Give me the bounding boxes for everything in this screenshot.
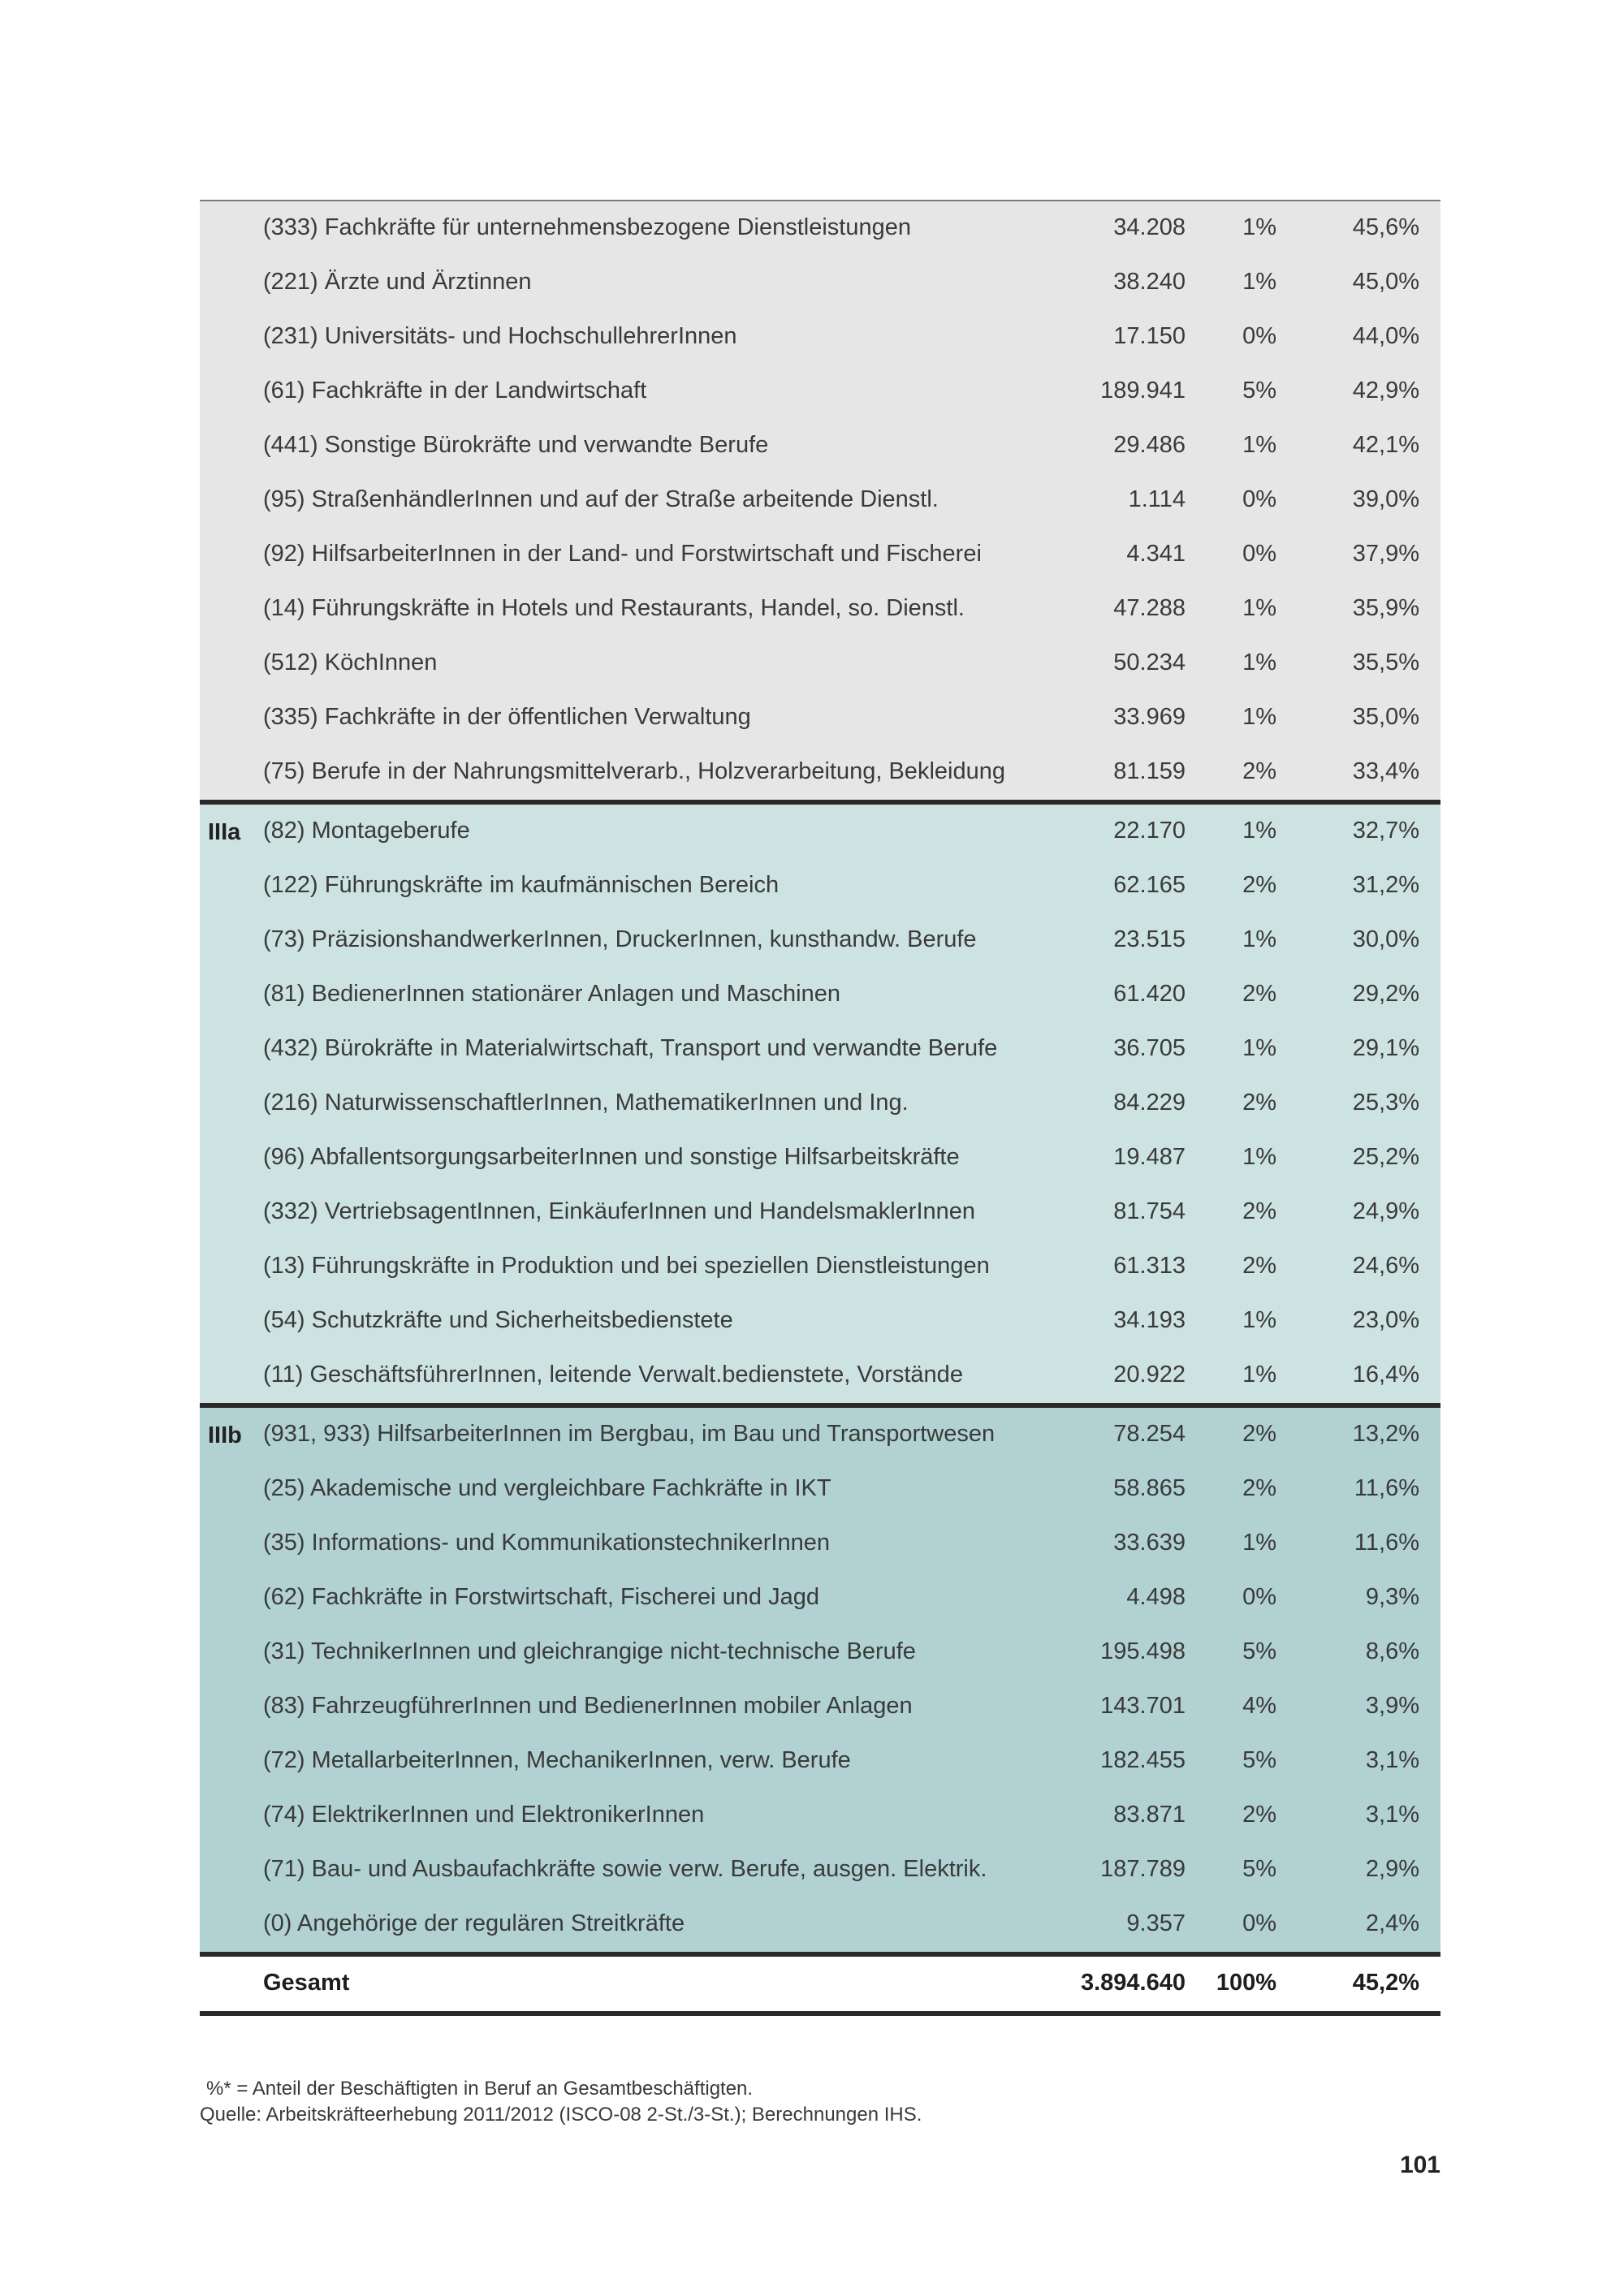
group-cell (200, 1022, 263, 1077)
employment-percent: 0% (1242, 323, 1276, 349)
employment-percent: 2% (1242, 1802, 1276, 1828)
table-row (200, 1897, 1440, 1957)
occupation-name: (96) AbfallentsorgungsarbeiterInnen und sonstige Hilfsarbeitskräfte (263, 1144, 960, 1170)
employment-percent: 5% (1242, 1747, 1276, 1773)
employment-percent: 1% (1242, 1362, 1276, 1388)
group-cell (200, 1349, 263, 1403)
table-row (200, 1680, 1440, 1734)
row-data (263, 1517, 1440, 1573)
share-value: 13,2% (1352, 1421, 1419, 1447)
employed-count: 33.639 (1113, 1530, 1186, 1556)
share-value: 29,1% (1352, 1035, 1419, 1061)
group-cell (200, 1294, 263, 1349)
employed-count: 22.170 (1113, 818, 1186, 844)
table-row (200, 1240, 1440, 1294)
share-value: 11,6% (1354, 1475, 1419, 1501)
employed-count: 58.865 (1113, 1475, 1186, 1501)
row-data (263, 256, 1440, 312)
table-row (200, 913, 1440, 968)
occupation-name: (81) BedienerInnen stationärer Anlagen und Maschinen (263, 981, 840, 1007)
row-data (263, 859, 1440, 915)
occupation-name: (82) Montageberufe (263, 818, 470, 844)
employment-percent: 4% (1242, 1693, 1276, 1719)
total-label: Gesamt (263, 1970, 350, 1996)
group-cell (200, 256, 263, 310)
row-data (263, 1131, 1440, 1187)
table-row (200, 1625, 1440, 1680)
table-row (200, 637, 1440, 691)
employment-percent: 1% (1242, 818, 1276, 844)
share-value: 3,1% (1365, 1747, 1419, 1773)
group-cell (200, 365, 263, 419)
table-row (200, 1185, 1440, 1240)
employed-count: 195.498 (1100, 1638, 1186, 1664)
table-row (200, 201, 1440, 256)
employed-count: 83.871 (1113, 1802, 1186, 1828)
occupation-name: (25) Akademische und vergleichbare Fachkräfte in IKT (263, 1475, 831, 1501)
employed-count: 34.193 (1113, 1307, 1186, 1333)
employed-count: 34.208 (1113, 214, 1186, 240)
employment-percent: 0% (1242, 1584, 1276, 1610)
footnote: %* = Anteil der Beschäftigten in Beruf an Gesamtbeschäftigten. (206, 2078, 754, 2100)
employment-percent: 2% (1242, 1253, 1276, 1279)
table-row (200, 1077, 1440, 1131)
total-row (200, 1957, 1440, 2016)
row-data (263, 1625, 1440, 1681)
table-row (200, 968, 1440, 1022)
table-row (200, 1517, 1440, 1571)
employment-percent: 1% (1242, 432, 1276, 458)
share-value: 2,9% (1365, 1856, 1419, 1882)
occupation-name: (35) Informations- und KommunikationstechnikerInnen (263, 1530, 830, 1556)
table-row (200, 691, 1440, 745)
share-value: 3,1% (1365, 1802, 1419, 1828)
group-cell (200, 528, 263, 582)
employment-percent: 2% (1242, 981, 1276, 1007)
share-value: 35,9% (1352, 595, 1419, 621)
employment-percent: 2% (1242, 1090, 1276, 1116)
employed-count: 4.341 (1126, 541, 1186, 567)
share-value: 24,9% (1352, 1198, 1419, 1224)
page-number: 101 (1399, 2152, 1440, 2178)
row-data (263, 745, 1440, 800)
occupation-name: (14) Führungskräfte in Hotels und Restaurants, Handel, so. Dienstl. (263, 595, 965, 621)
occupation-name: (62) Fachkräfte in Forstwirtschaft, Fischerei und Jagd (263, 1584, 819, 1610)
group-cell (200, 968, 263, 1022)
employment-percent: 1% (1242, 1307, 1276, 1333)
employment-percent: 2% (1242, 1421, 1276, 1447)
employment-percent: 1% (1242, 1035, 1276, 1061)
row-data (263, 637, 1440, 693)
occupation-name: (54) Schutzkräfte und Sicherheitsbedienstete (263, 1307, 733, 1333)
employed-count: 19.487 (1113, 1144, 1186, 1170)
row-data (263, 1957, 1440, 2011)
occupation-name: (333) Fachkräfte für unternehmensbezogene Dienstleistungen (263, 214, 911, 240)
share-value: 30,0% (1352, 926, 1419, 952)
employed-count: 4.498 (1126, 1584, 1186, 1610)
share-value: 45,6% (1352, 214, 1419, 240)
occupation-name: (122) Führungskräfte im kaufmännischen Bereich (263, 872, 780, 898)
share-value: 33,4% (1352, 758, 1419, 784)
employed-count: 81.754 (1113, 1198, 1186, 1224)
total-share: 45,2% (1352, 1970, 1419, 1996)
share-value: 9,3% (1365, 1584, 1419, 1610)
group-cell (200, 1957, 263, 2011)
row-data (263, 1349, 1440, 1403)
employed-count: 84.229 (1113, 1090, 1186, 1116)
employed-count: 17.150 (1113, 323, 1186, 349)
group-cell (200, 913, 263, 968)
table-row (200, 805, 1440, 859)
table-row (200, 745, 1440, 805)
table-row (200, 528, 1440, 582)
share-value: 2,4% (1365, 1910, 1419, 1936)
row-data (263, 1680, 1440, 1736)
group-cell (200, 1131, 263, 1185)
table-row (200, 256, 1440, 310)
row-data (263, 1462, 1440, 1518)
group-cell (200, 1185, 263, 1240)
group-cell (200, 419, 263, 473)
group-cell (200, 1680, 263, 1734)
employed-count: 143.701 (1100, 1693, 1186, 1719)
employed-count: 9.357 (1126, 1910, 1186, 1936)
row-data (263, 528, 1440, 584)
row-data (263, 201, 1440, 257)
row-data (263, 1571, 1440, 1627)
share-value: 42,9% (1352, 378, 1419, 404)
group-cell (200, 1240, 263, 1294)
group-cell (200, 1897, 263, 1952)
occupation-name: (441) Sonstige Bürokräfte und verwandte Berufe (263, 432, 769, 458)
employment-percent: 0% (1242, 486, 1276, 512)
group-cell (200, 1625, 263, 1680)
employed-count: 20.922 (1113, 1362, 1186, 1388)
share-value: 32,7% (1352, 818, 1419, 844)
occupation-name: (512) KöchInnen (263, 650, 438, 676)
table-row (200, 1408, 1440, 1462)
employment-percent: 1% (1242, 1530, 1276, 1556)
group-cell (200, 805, 263, 859)
employment-percent: 5% (1242, 1638, 1276, 1664)
table-row (200, 1571, 1440, 1625)
row-data (263, 1408, 1440, 1464)
table-row (200, 365, 1440, 419)
occupation-name: (11) GeschäftsführerInnen, leitende Verwalt.bedienstete, Vorstände (263, 1362, 963, 1388)
group-label: IIIa (208, 819, 241, 845)
employment-percent: 5% (1242, 1856, 1276, 1882)
row-data (263, 1077, 1440, 1133)
share-value: 29,2% (1352, 981, 1419, 1007)
group-cell (200, 859, 263, 913)
row-data (263, 691, 1440, 747)
occupation-name: (931, 933) HilfsarbeiterInnen im Bergbau, im Bau und Transportwesen (263, 1421, 996, 1447)
occupation-name: (73) PräzisionshandwerkerInnen, DruckerInnen, kunsthandw. Berufe (263, 926, 977, 952)
group-cell (200, 1734, 263, 1789)
table-row (200, 310, 1440, 365)
row-data (263, 1022, 1440, 1078)
employed-count: 1.114 (1128, 486, 1186, 512)
table-row (200, 1131, 1440, 1185)
share-value: 8,6% (1365, 1638, 1419, 1664)
employed-count: 182.455 (1100, 1747, 1186, 1773)
share-value: 35,5% (1352, 650, 1419, 676)
share-value: 25,2% (1352, 1144, 1419, 1170)
table-row (200, 473, 1440, 528)
employment-percent: 0% (1242, 541, 1276, 567)
source-note: Quelle: Arbeitskräfteerhebung 2011/2012 (ISCO-08 2-St./3-St.); Berechnungen IHS. (200, 2104, 922, 2126)
employment-percent: 1% (1242, 1144, 1276, 1170)
group-cell (200, 745, 263, 800)
share-value: 44,0% (1352, 323, 1419, 349)
employed-count: 189.941 (1100, 378, 1186, 404)
group-cell (200, 1789, 263, 1843)
employment-percent: 1% (1242, 650, 1276, 676)
share-value: 37,9% (1352, 541, 1419, 567)
row-data (263, 310, 1440, 366)
occupation-name: (71) Bau- und Ausbaufachkräfte sowie verw. Berufe, ausgen. Elektrik. (263, 1856, 987, 1882)
table-row (200, 1349, 1440, 1408)
occupation-name: (61) Fachkräfte in der Landwirtschaft (263, 378, 647, 404)
share-value: 16,4% (1352, 1362, 1419, 1388)
group-cell (200, 1462, 263, 1517)
share-value: 35,0% (1352, 704, 1419, 730)
employed-count: 61.420 (1113, 981, 1186, 1007)
occupation-name: (83) FahrzeugführerInnen und BedienerInnen mobiler Anlagen (263, 1693, 913, 1719)
table-row (200, 1294, 1440, 1349)
row-data (263, 1185, 1440, 1241)
row-data (263, 1734, 1440, 1790)
employment-percent: 1% (1242, 269, 1276, 295)
total-percent: 100% (1216, 1970, 1276, 1996)
occupation-name: (335) Fachkräfte in der öffentlichen Verwaltung (263, 704, 751, 730)
occupation-name: (332) VertriebsagentInnen, EinkäuferInnen und HandelsmaklerInnen (263, 1198, 976, 1224)
table-row (200, 582, 1440, 637)
row-data (263, 968, 1440, 1024)
row-data (263, 1294, 1440, 1350)
occupation-name: (231) Universitäts- und HochschullehrerInnen (263, 323, 737, 349)
table-row (200, 419, 1440, 473)
employment-percent: 0% (1242, 1910, 1276, 1936)
total-count: 3.894.640 (1080, 1970, 1186, 1996)
row-data (263, 1843, 1440, 1899)
occupation-name: (31) TechnikerInnen und gleichrangige nicht-technische Berufe (263, 1638, 916, 1664)
share-value: 39,0% (1352, 486, 1419, 512)
share-value: 11,6% (1354, 1530, 1419, 1556)
row-data (263, 913, 1440, 969)
share-value: 25,3% (1352, 1090, 1419, 1116)
occupation-name: (432) Bürokräfte in Materialwirtschaft, Transport und verwandte Berufe (263, 1035, 998, 1061)
occupation-name: (75) Berufe in der Nahrungsmittelverarb., Holzverarbeitung, Bekleidung (263, 758, 1005, 784)
employed-count: 29.486 (1113, 432, 1186, 458)
employed-count: 81.159 (1113, 758, 1186, 784)
share-value: 42,1% (1352, 432, 1419, 458)
row-data (263, 365, 1440, 421)
table-row (200, 1734, 1440, 1789)
occupation-name: (95) StraßenhändlerInnen und auf der Straße arbeitende Dienstl. (263, 486, 939, 512)
group-cell (200, 1408, 263, 1462)
share-value: 31,2% (1352, 872, 1419, 898)
employed-count: 187.789 (1100, 1856, 1186, 1882)
share-value: 24,6% (1352, 1253, 1419, 1279)
employed-count: 23.515 (1113, 926, 1186, 952)
employment-percent: 2% (1242, 1475, 1276, 1501)
employment-percent: 2% (1242, 872, 1276, 898)
employment-percent: 2% (1242, 1198, 1276, 1224)
group-cell (200, 310, 263, 365)
occupation-name: (221) Ärzte und Ärztinnen (263, 269, 532, 295)
employed-count: 47.288 (1113, 595, 1186, 621)
row-data (263, 582, 1440, 638)
employment-percent: 1% (1242, 926, 1276, 952)
employed-count: 78.254 (1113, 1421, 1186, 1447)
occupation-name: (0) Angehörige der regulären Streitkräfte (263, 1910, 685, 1936)
employment-percent: 1% (1242, 595, 1276, 621)
share-value: 3,9% (1365, 1693, 1419, 1719)
employed-count: 33.969 (1113, 704, 1186, 730)
group-cell (200, 691, 263, 745)
group-cell (200, 201, 263, 256)
group-cell (200, 1077, 263, 1131)
employed-count: 50.234 (1113, 650, 1186, 676)
group-cell (200, 1571, 263, 1625)
table-notes (200, 2076, 922, 2128)
employed-count: 62.165 (1113, 872, 1186, 898)
table-row (200, 859, 1440, 913)
occupation-name: (216) NaturwissenschaftlerInnen, MathematikerInnen und Ing. (263, 1090, 909, 1116)
row-data (263, 805, 1440, 861)
row-data (263, 473, 1440, 529)
employment-percent: 1% (1242, 214, 1276, 240)
row-data (263, 1240, 1440, 1296)
share-value: 23,0% (1352, 1307, 1419, 1333)
table-row (200, 1462, 1440, 1517)
table-row (200, 1843, 1440, 1897)
group-cell (200, 1517, 263, 1571)
group-cell (200, 582, 263, 637)
occupation-name: (92) HilfsarbeiterInnen in der Land- und Forstwirtschaft und Fischerei (263, 541, 982, 567)
row-data (263, 1897, 1440, 1952)
share-value: 45,0% (1352, 269, 1419, 295)
occupation-name: (13) Führungskräfte in Produktion und bei speziellen Dienstleistungen (263, 1253, 990, 1279)
row-data (263, 419, 1440, 475)
table-row (200, 1789, 1440, 1843)
group-cell (200, 637, 263, 691)
group-cell (200, 473, 263, 528)
employed-count: 61.313 (1113, 1253, 1186, 1279)
employment-percent: 1% (1242, 704, 1276, 730)
table-row (200, 1022, 1440, 1077)
occupation-name: (72) MetallarbeiterInnen, MechanikerInnen, verw. Berufe (263, 1747, 851, 1773)
occupation-name: (74) ElektrikerInnen und ElektronikerInnen (263, 1802, 705, 1828)
employment-percent: 2% (1242, 758, 1276, 784)
group-cell (200, 1843, 263, 1897)
employed-count: 38.240 (1113, 269, 1186, 295)
group-label: IIIb (208, 1422, 242, 1448)
employed-count: 36.705 (1113, 1035, 1186, 1061)
occupation-table (200, 200, 1440, 2016)
employment-percent: 5% (1242, 378, 1276, 404)
row-data (263, 1789, 1440, 1845)
